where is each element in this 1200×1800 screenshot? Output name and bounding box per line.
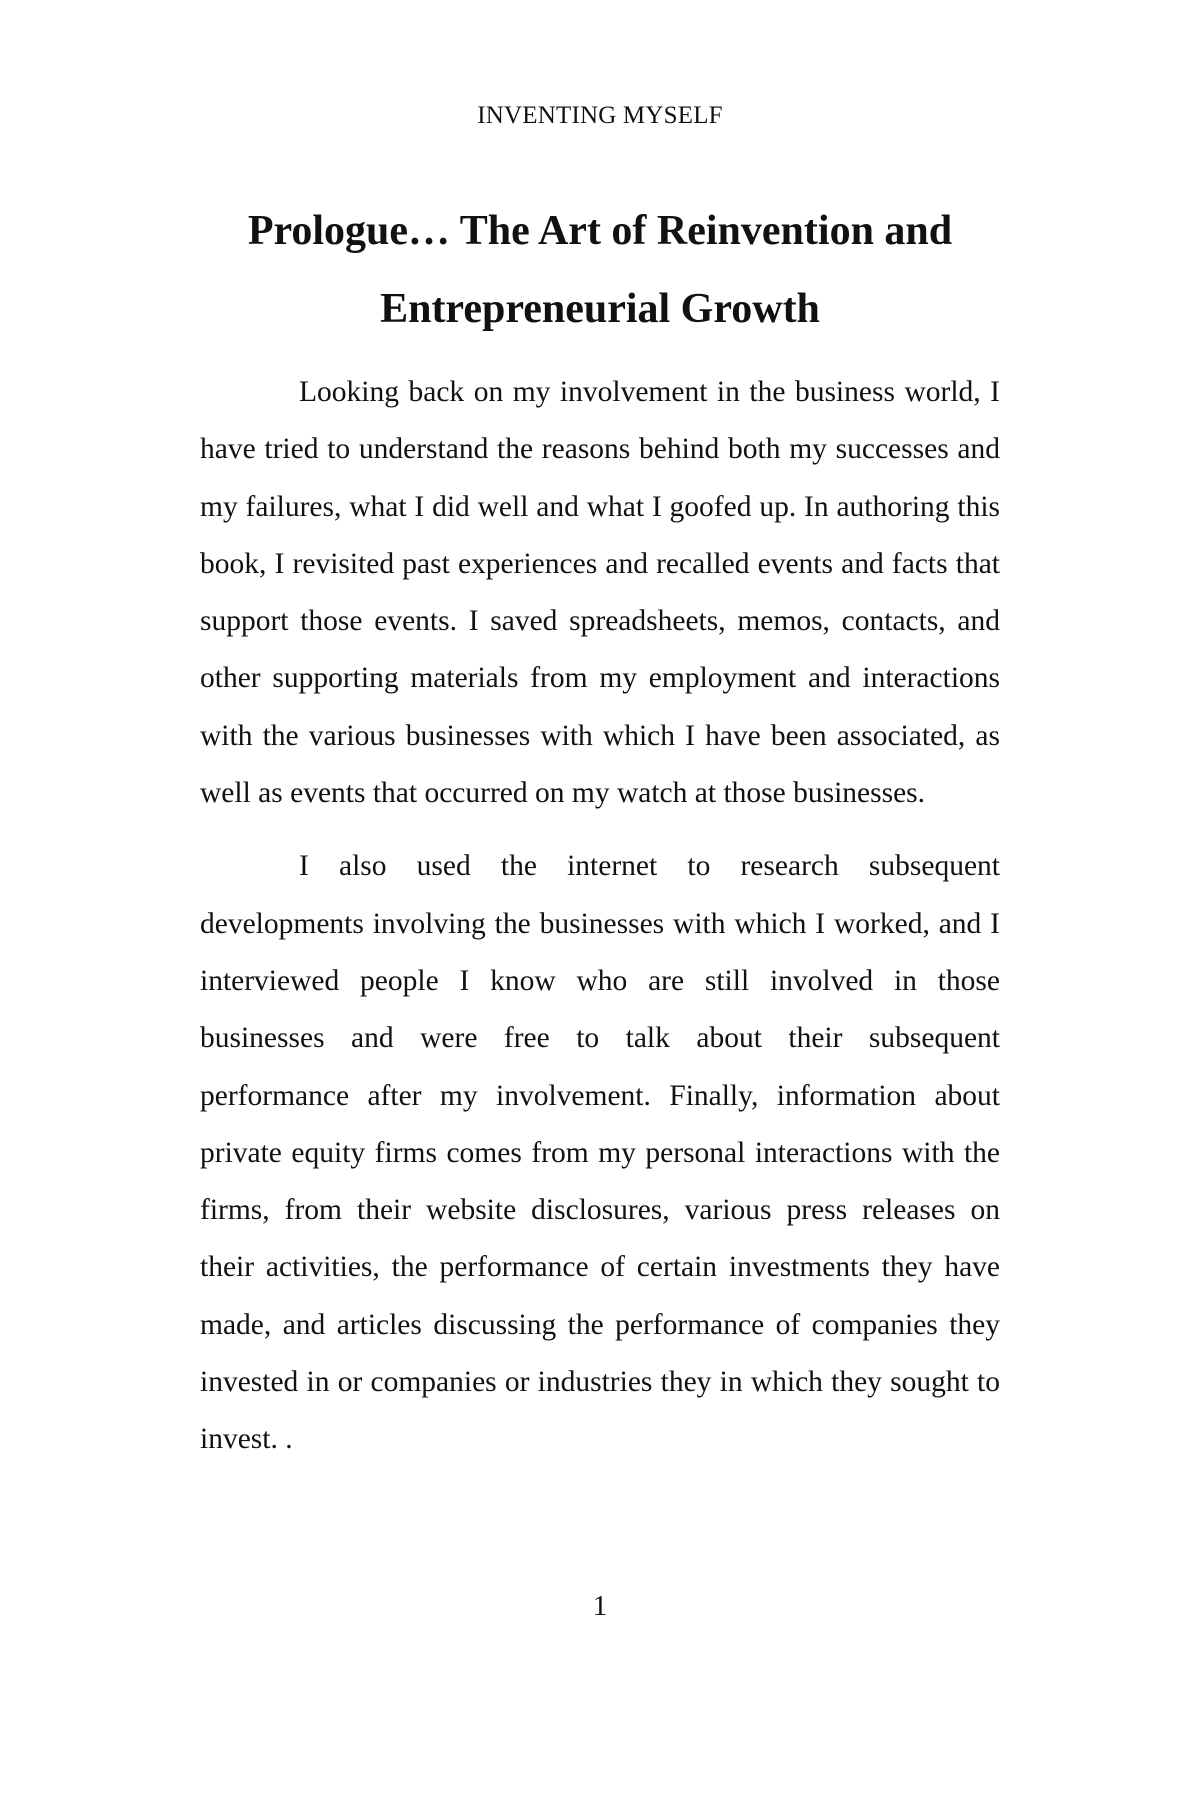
paragraph: Looking back on my involvement in the business world, I have tried to understand the reasons behind both my successes and my failures, what I did well and what I goofed up. In authoring this book, I revisited past experiences and recalled events and facts that support those events. I saved spreadsheets, memos, contacts, and other supporting materials from my employment and interactions with the various businesses with which I have been associated, as well as events that occurred on my watch at those businesses. bbox=[200, 376, 1000, 810]
chapter-title: Prologue… The Art of Reinvention and Entrepreneurial Growth bbox=[247, 208, 953, 332]
running-header: INVENTING MYSELF bbox=[477, 102, 723, 129]
paragraph: I also used the internet to research subsequent developments involving the businesses with which I worked, and I interviewed people I know who are still involved in those businesses and were free to talk about their subsequent performance after my involvement. Finally, information about private equity firms comes from my personal interactions with the firms, from their website disclosures, various press releases on their activities, the performance of certain investments they have made, and articles discussing the performance of companies they invested in or companies or industries they in which they sought to invest. . bbox=[200, 850, 1000, 1456]
page-number: 1 bbox=[592, 1590, 608, 1622]
body-text bbox=[200, 364, 1000, 1485]
